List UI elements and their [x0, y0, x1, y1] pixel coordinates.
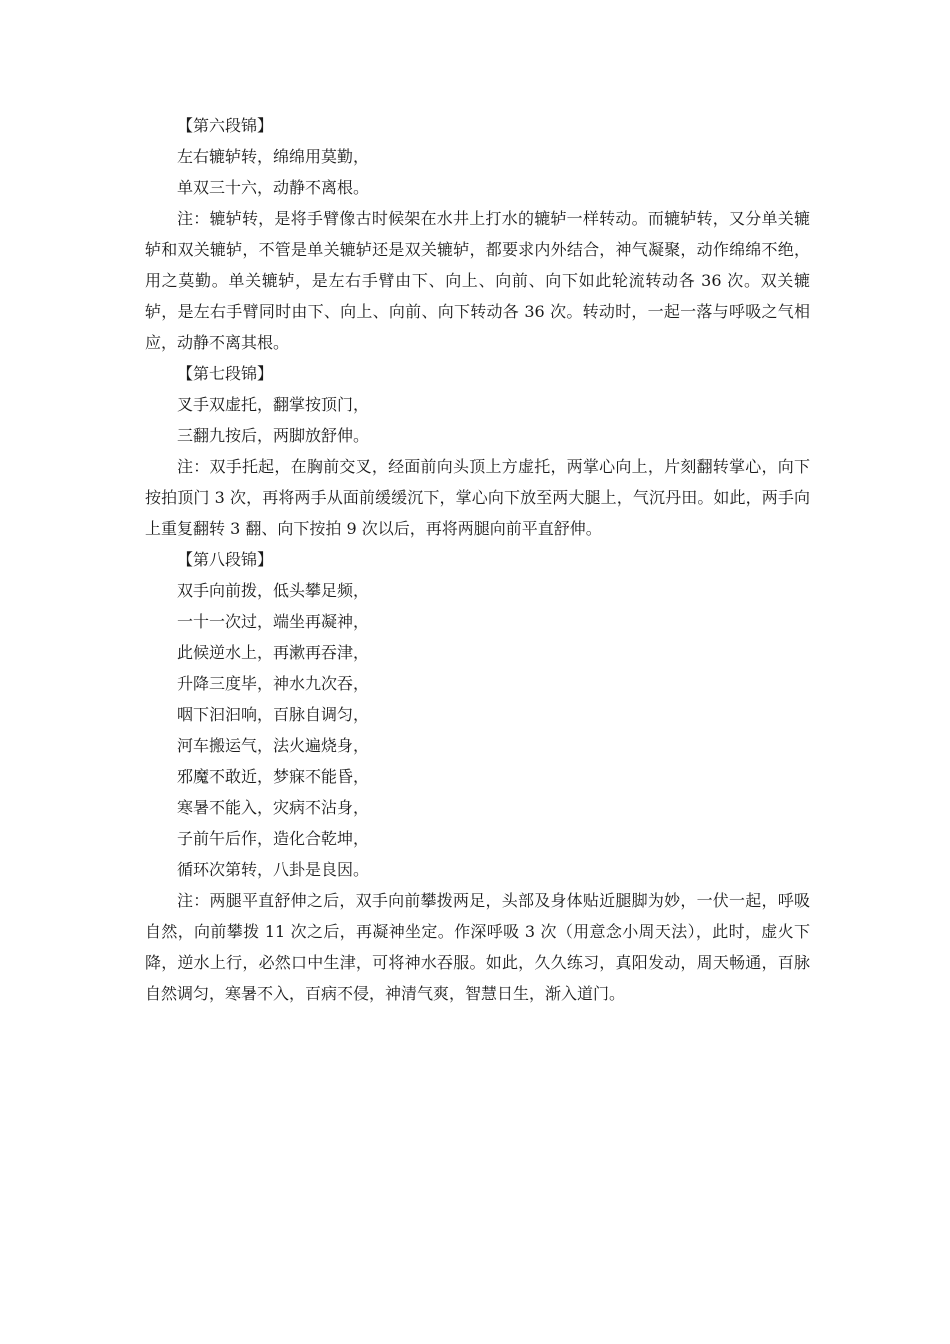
verse-line: 邪魔不敢近，梦寐不能昏，: [177, 767, 370, 786]
verse-line: 此候逆水上，再漱再吞津，: [177, 643, 370, 662]
section-six: [145, 110, 810, 358]
section-note: 注：辘轳转，是将手臂像古时候架在水井上打水的辘轳一样转动。而辘轳转，又分单关辘轳和双关辘轳，不管是单关辘轳还是双关辘轳，都要求内外结合，神气凝聚，动作绵绵不绝，用之莫勤。单关辘轳，是左右手臂由下、向上、向前、向下如此轮流转动各 36 次。双关辘轳，是左右手臂同时由下、向上、向前、向下转动各 36 次。转动时，一起一落与呼吸之气相应，动静不离其根。: [145, 209, 810, 352]
verse-line: 咽下汩汩响，百脉自调匀，: [177, 705, 370, 724]
page-body: [145, 110, 810, 1009]
verse-line: 双手向前拨，低头攀足频，: [177, 581, 370, 600]
verse-line: 升降三度毕，神水九次吞，: [177, 674, 370, 693]
section-heading: 【第六段锦】: [177, 116, 274, 135]
section-heading: 【第八段锦】: [177, 550, 274, 569]
section-seven: [145, 358, 810, 544]
verse-line: 一十一次过，端坐再凝神，: [177, 612, 370, 631]
verse-line: 循环次第转，八卦是良因。: [177, 860, 370, 879]
section-note: 注：两腿平直舒伸之后，双手向前攀拨两足，头部及身体贴近腿脚为妙，一伏一起，呼吸自然，向前攀拨 11 次之后，再凝神坐定。作深呼吸 3 次（用意念小周天法），此时，虚火下降，逆水上行，必然口中生津，可将神水吞服。如此，久久练习，真阳发动，周天畅通，百脉自然调匀，寒暑不入，百病不侵，神清气爽，智慧日生，渐入道门。: [145, 891, 810, 1003]
verse-line: 叉手双虚托，翻掌按顶门，: [177, 395, 370, 414]
verse-line: 左右辘轳转，绵绵用莫勤，: [177, 147, 370, 166]
section-note: 注：双手托起，在胸前交叉，经面前向头顶上方虚托，两掌心向上，片刻翻转掌心，向下按拍顶门 3 次，再将两手从面前缓缓沉下，掌心向下放至两大腿上，气沉丹田。如此，两手向上重复翻转 3 翻、向下按拍 9 次以后，再将两腿向前平直舒伸。: [145, 457, 810, 538]
verse-line: 三翻九按后，两脚放舒伸。: [177, 426, 370, 445]
verse-line: 子前午后作，造化合乾坤，: [177, 829, 370, 848]
verse-line: 单双三十六，动静不离根。: [177, 178, 370, 197]
section-eight: [145, 544, 810, 1009]
section-heading: 【第七段锦】: [177, 364, 274, 383]
verse-line: 寒暑不能入，灾病不沾身，: [177, 798, 370, 817]
verse-line: 河车搬运气，法火遍烧身，: [177, 736, 370, 755]
